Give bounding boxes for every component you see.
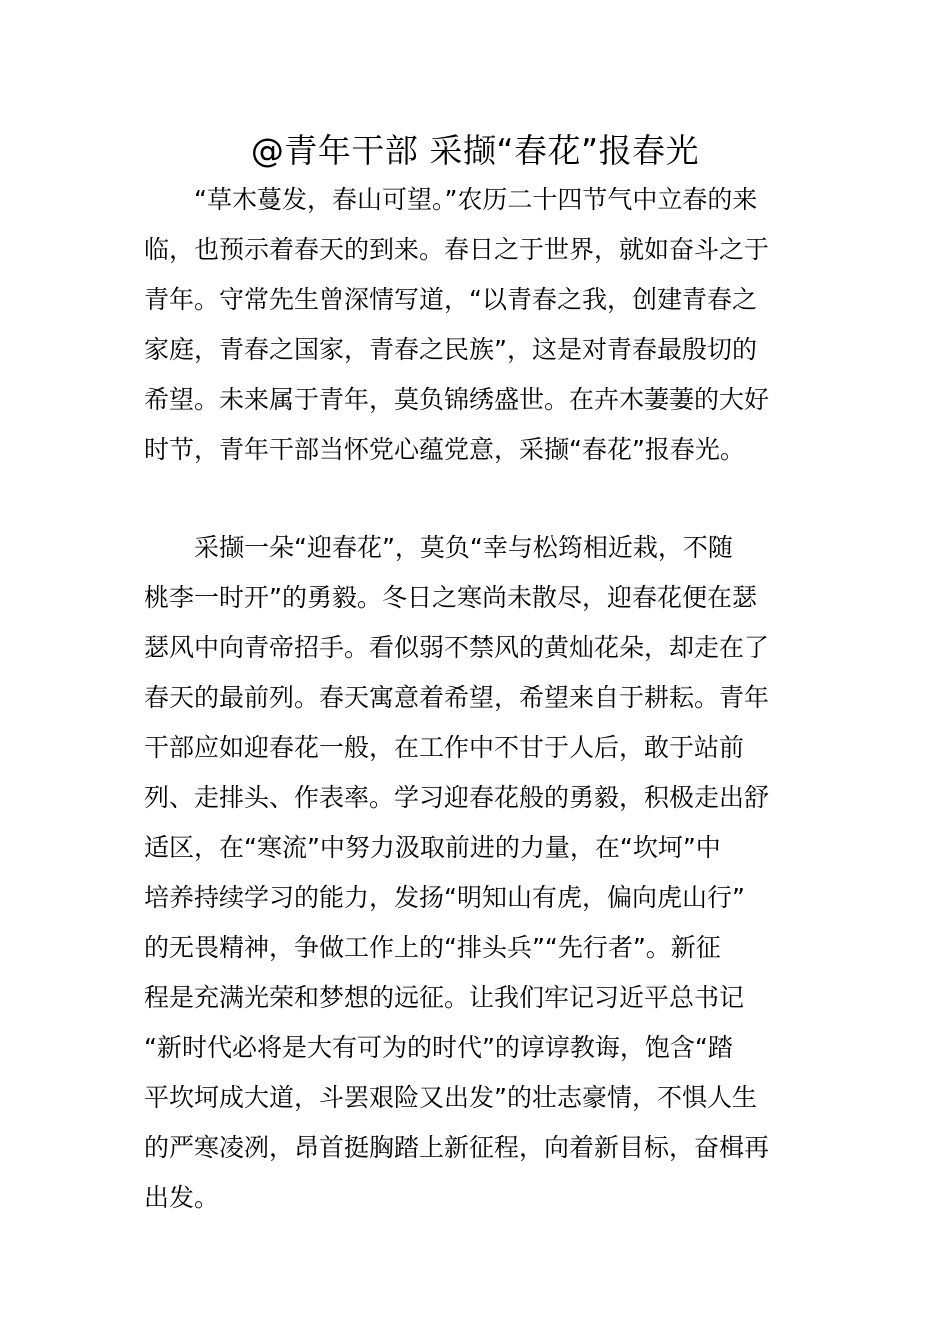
paragraph-1-line-4: 家庭，青春之国家，青春之民族”，这是对青春最殷切的 <box>144 335 757 364</box>
paragraph-2-line-9: 的无畏精神，争做工作上的“排头兵”“先行者”。新征 <box>144 933 721 962</box>
paragraph-1-line-6: 时节，青年干部当怀党心蕴党意，采撷“春花”报春光。 <box>144 435 745 464</box>
document-title: @青年干部 采撷“春花”报春光 <box>250 131 700 170</box>
paragraph-2-line-14: 出发。 <box>144 1183 220 1212</box>
paragraph-1-line-3: 青年。守常先生曾深情写道，“以青春之我，创建青春之 <box>144 285 757 314</box>
paragraph-2-line-6: 列、走排头、作表率。学习迎春花般的勇毅，积极走出舒 <box>144 783 770 812</box>
paragraph-2-line-11: “新时代必将是大有可为的时代”的谆谆教诲，饱含“踏 <box>144 1033 733 1062</box>
paragraph-2-line-1: 采撷一朵“迎春花”，莫负“幸与松筠相近栽，不随 <box>194 533 733 562</box>
paragraph-2-line-3: 瑟风中向青帝招手。看似弱不禁风的黄灿花朵，却走在了 <box>144 633 770 662</box>
paragraph-2-line-12: 平坎坷成大道，斗罢艰险又出发”的壮志豪情，不惧人生 <box>144 1083 757 1112</box>
paragraph-1-line-2: 临，也预示着春天的到来。春日之于世界，就如奋斗之于 <box>144 235 770 264</box>
paragraph-2-line-13: 的严寒凌冽，昂首挺胸踏上新征程，向着新目标，奋楫再 <box>144 1133 770 1162</box>
paragraph-2-line-7: 适区，在“寒流”中努力汲取前进的力量，在“坎坷”中 <box>144 833 721 862</box>
paragraph-2-line-8: 培养持续学习的能力，发扬“明知山有虎，偏向虎山行” <box>144 883 745 912</box>
paragraph-2-line-5: 干部应如迎春花一般，在工作中不甘于人后，敢于站前 <box>144 733 745 762</box>
paragraph-2-line-4: 春天的最前列。春天寓意着希望，希望来自于耕耘。青年 <box>144 683 770 712</box>
paragraph-2-line-2: 桃李一时开”的勇毅。冬日之寒尚未散尽，迎春花便在瑟 <box>144 583 757 612</box>
paragraph-1-line-1: “草木蔓发，春山可望。”农历二十四节气中立春的来 <box>194 185 758 214</box>
paragraph-2-line-10: 程是充满光荣和梦想的远征。让我们牢记习近平总书记 <box>144 983 745 1012</box>
paragraph-1-line-5: 希望。未来属于青年，莫负锦绣盛世。在卉木萋萋的大好 <box>144 385 770 414</box>
